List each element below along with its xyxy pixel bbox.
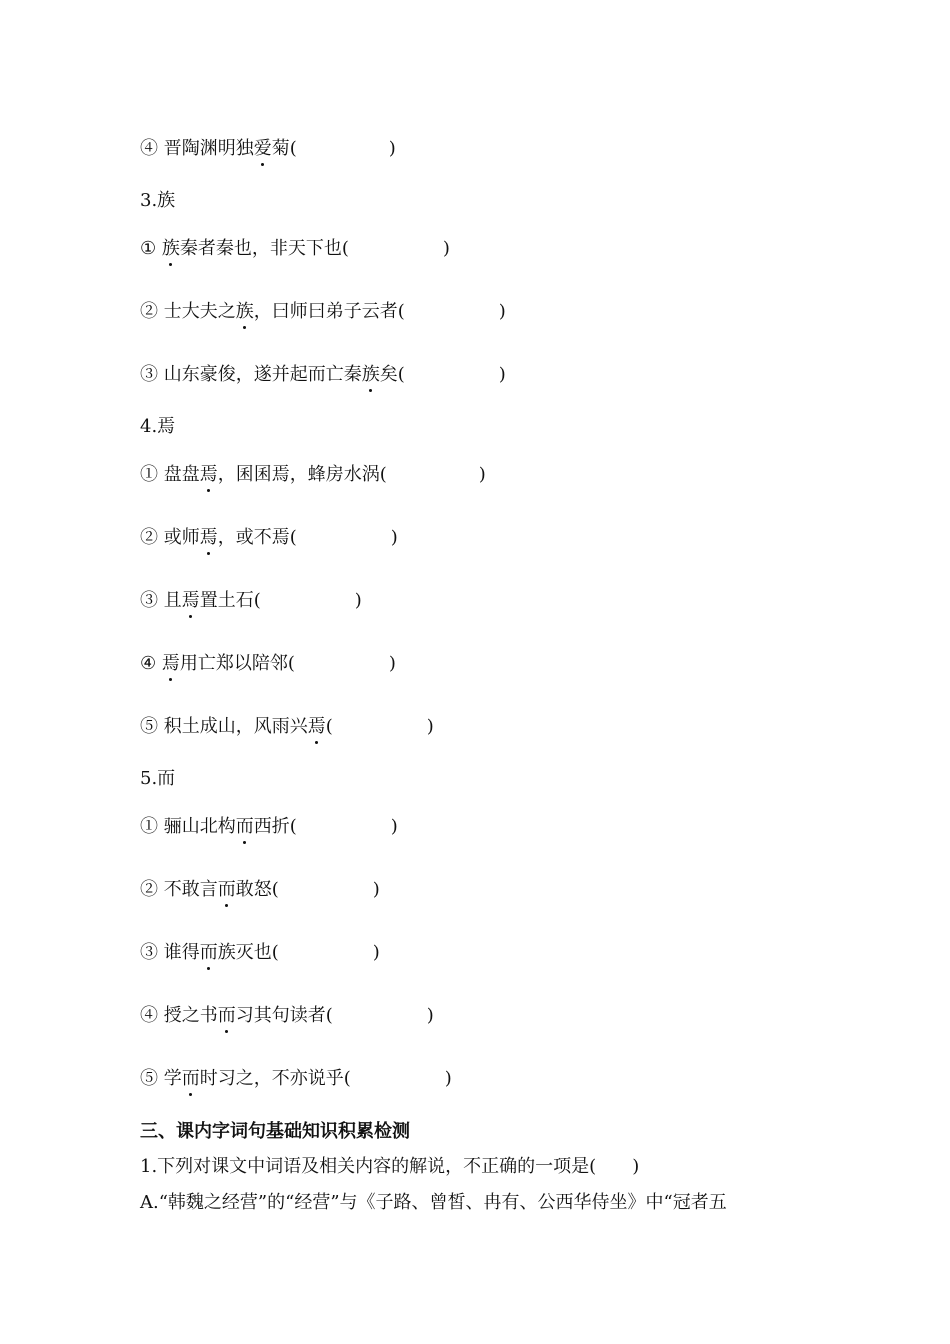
- item-text-after: 置土石(: [199, 590, 261, 611]
- item-text-after: 秦者秦也，非天下也(: [179, 238, 349, 259]
- item-text-after: ，囷囷焉，蜂房水涡(: [217, 464, 387, 485]
- item-text-before: ② 不敢言: [140, 879, 218, 900]
- item-text-after: (: [325, 716, 333, 737]
- item-text-after: 时习之，不亦说乎(: [199, 1068, 351, 1089]
- item-line: [140, 652, 396, 676]
- item-text-before: ③ 谁得: [140, 942, 200, 963]
- emphasized-character: 爱: [253, 138, 272, 159]
- item-text-before: ① 骊山北构: [140, 816, 236, 837]
- word-heading: 4.焉: [140, 416, 176, 437]
- close-paren: ): [442, 238, 450, 259]
- close-paren: ): [354, 590, 362, 611]
- item-line: [140, 589, 362, 613]
- close-paren: ): [388, 653, 396, 674]
- item-line: [140, 363, 506, 387]
- emphasized-character: 族: [161, 238, 180, 259]
- emphasized-character: 而: [235, 816, 254, 837]
- item-text-before: ③ 山东豪俊，遂并起而亡秦: [140, 364, 362, 385]
- item-text-before: ①: [140, 238, 162, 259]
- item-line: [140, 1004, 434, 1028]
- emphasized-character: 焉: [161, 653, 180, 674]
- emphasized-character: 焉: [181, 590, 200, 611]
- item-line: [140, 463, 486, 487]
- item-line: [140, 1067, 452, 1091]
- item-text-before: ⑤ 积土成山，风雨兴: [140, 716, 308, 737]
- close-paren: ): [372, 879, 380, 900]
- item-text-before: ④ 晋陶渊明独: [140, 138, 254, 159]
- item-text-after: 菊(: [271, 138, 297, 159]
- emphasized-character: 焉: [199, 527, 218, 548]
- item-text-after: ，或不焉(: [217, 527, 297, 548]
- item-text-before: ④: [140, 653, 162, 674]
- item-text-after: 西折(: [253, 816, 297, 837]
- item-text-before: ④ 授之书: [140, 1005, 218, 1026]
- emphasized-character: 而: [199, 942, 218, 963]
- emphasized-character: 而: [217, 1005, 236, 1026]
- word-heading: 3.族: [140, 190, 176, 211]
- emphasized-character: 焉: [199, 464, 218, 485]
- emphasized-character: 族: [235, 301, 254, 322]
- close-paren: ): [426, 716, 434, 737]
- item-text-after: 用亡郑以陪邻(: [179, 653, 295, 674]
- item-text-before: ② 或师: [140, 527, 200, 548]
- item-line: [140, 526, 398, 550]
- item-text-before: ① 盘盘: [140, 464, 200, 485]
- option-a-text: A.“韩魏之经营”的“经营”与《子路、曾皙、冉有、公西华侍坐》中“冠者五: [140, 1192, 727, 1213]
- emphasized-character: 焉: [307, 716, 326, 737]
- item-line: [140, 878, 380, 902]
- emphasized-character: 族: [361, 364, 380, 385]
- item-line: [140, 815, 398, 839]
- item-line: [140, 941, 380, 965]
- item-line: [140, 715, 434, 739]
- close-paren: ): [444, 1068, 452, 1089]
- close-paren: ): [390, 816, 398, 837]
- item-line: [140, 137, 396, 161]
- close-paren: ): [498, 364, 506, 385]
- item-text-after: 敢怒(: [235, 879, 279, 900]
- item-text-before: ⑤ 学: [140, 1068, 182, 1089]
- question-text: 1.下列对课文中词语及相关内容的解说，不正确的一项是( ): [140, 1156, 640, 1177]
- item-line: [140, 300, 506, 324]
- close-paren: ): [390, 527, 398, 548]
- emphasized-character: 而: [181, 1068, 200, 1089]
- item-text-before: ③ 且: [140, 590, 182, 611]
- item-text-after: 矣(: [379, 364, 405, 385]
- item-text-after: 族灭也(: [217, 942, 279, 963]
- close-paren: ): [372, 942, 380, 963]
- section-title: 三、课内字词句基础知识积累检测: [140, 1121, 410, 1142]
- item-text-after: 习其句读者(: [235, 1005, 333, 1026]
- emphasized-character: 而: [217, 879, 236, 900]
- close-paren: ): [498, 301, 506, 322]
- item-text-before: ② 士大夫之: [140, 301, 236, 322]
- close-paren: ): [388, 138, 396, 159]
- close-paren: ): [478, 464, 486, 485]
- item-line: [140, 237, 450, 261]
- item-text-after: ，曰师曰弟子云者(: [253, 301, 405, 322]
- close-paren: ): [426, 1005, 434, 1026]
- word-heading: 5.而: [140, 768, 176, 789]
